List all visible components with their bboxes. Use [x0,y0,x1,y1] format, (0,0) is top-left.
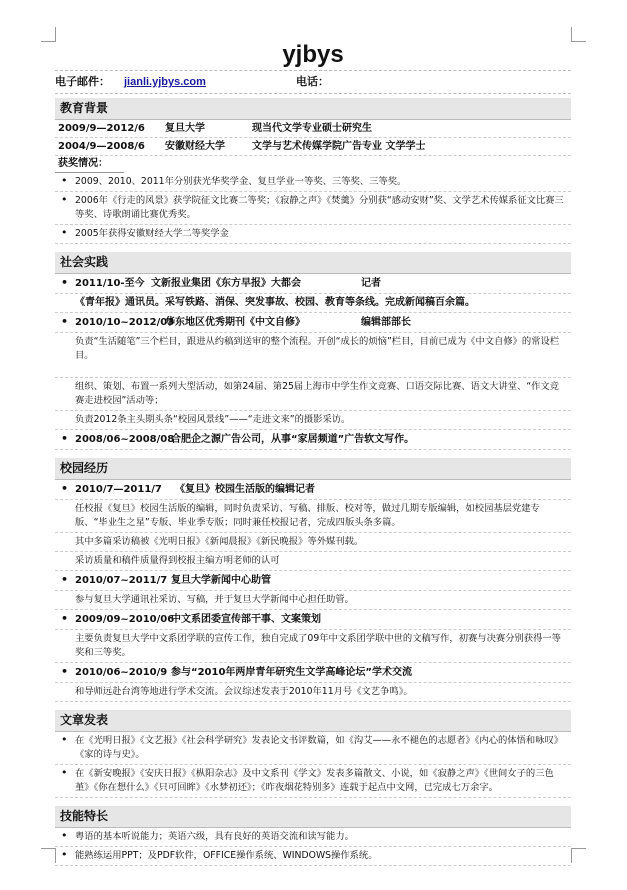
campus-detail: 主要负责复旦大学中文系团学联的宣传工作，独自完成了09年中文系团学联中世的文稿写作，初赛与决赛分别获得一等奖和三等奖。 [55,630,571,663]
social-list [55,313,571,333]
campus-list [55,480,571,500]
education-row [55,120,571,138]
publications-list [55,732,571,798]
awards-list [55,173,571,244]
social-detail: 负责2012条主头期头条“校园风景线”——“走进文来”的摄影采访。 [55,411,571,430]
email-link[interactable]: jianli.yjbys.com [124,76,206,88]
social-date: • 2008/06~2008/08 [75,434,175,445]
campus-list [55,663,571,683]
campus-detail: 和导师远赴台湾等地进行学术交流。会议综述发表于2010年11月号《文艺争鸣》。 [55,683,571,702]
resume-name: yjbys [282,41,344,68]
social-list [55,274,571,294]
award-item: • 2005年获得安徽财经大学二等奖学金 [55,225,571,244]
campus-detail: 任校报《复旦》校园生活版的编辑，同时负责采访、写稿、排版、校对等，做过几期专版编辑，如校园基层党建专版、“毕业生之星”专版、毕业季专版；同时兼任校报记者，完成四版头条多篇。 [55,500,571,533]
social-org: 华东地区优秀期刊《中文自修》 [165,317,305,328]
social-role: 记者 [361,278,381,289]
award-item: • 2009、2010、2011年分别获光华奖学金、复旦学业一等奖、三等奖、三等奖。 [55,173,571,192]
campus-item-header [55,480,571,500]
social-org: 合肥企之源广告公司，从事“家居频道”广告软文写作。 [171,434,415,445]
campus-date: • 2010/07~2011/7 [75,575,168,586]
phone-label: 电话： [296,75,329,88]
contact-row [55,70,571,94]
awards-label: 获奖情况： [55,156,124,173]
award-item: • 2006年《行走的风景》获学院征文比赛二等奖；《寂静之声》《焚羹》分别获“感动安财”奖、文学艺术传媒系征文比赛三等奖、诗歌朗诵比赛优秀奖。 [55,192,571,225]
social-detail: 组织、策划、布置一系列大型活动，如第24届、第25届上海市中学生作文竞赛、口语交际比赛、语文大讲堂、“作文竞赛走进校园”活动等； [55,378,571,411]
education-date: 2004/9—2008/6 [58,141,145,152]
social-item-header [55,313,571,333]
skills-list [55,828,571,866]
social-date: • 2011/10-至今 [75,278,145,289]
campus-date: • 2010/7—2011/7 [75,484,162,495]
campus-item-header [55,610,571,630]
campus-date: • 2009/09~2010/06 [75,614,175,625]
social-role: 编辑部部长 [361,317,411,328]
education-row [55,138,571,156]
email-label: 电子邮件： [55,75,110,88]
crop-mark-bottom-right [571,848,586,863]
social-list [55,430,571,450]
education-major: 现当代文学专业硕士研究生 [252,123,372,134]
campus-org: 中文系团委宣传部干事、文案策划 [171,614,321,625]
social-detail: 《青年报》通讯员。采写铁路、消保、突发事故、校园、教育等条线。完成新闻稿百余篇。 [55,294,571,313]
publication-item: • 在《新安晚报》《安庆日报》《枞阳杂志》及中文系刊《学文》发表多篇散文、小说，如《寂静之声》《世间女子的三色堇》《你在想什么》《只可回眸》《水梦初还》；《昨夜烟花特别多》连载于起点中文网，已完成七万余字。 [55,765,571,798]
crop-mark-top-right [571,27,586,42]
campus-item-header [55,571,571,591]
skill-item: • 能熟练运用PPT；及PDF软件，OFFICE操作系统、WINDOWS操作系统。 [55,847,571,866]
campus-org: 参与“2010年两岸青年研究生文学高峰论坛”学术交流 [171,667,412,678]
social-date: • 2010/10~2012/03 [75,317,175,328]
section-social-title: 社会实践 [55,252,571,274]
campus-detail: 参与复旦大学通讯社采访、写稿，并于复旦大学新闻中心担任助管。 [55,591,571,610]
education-school: 复旦大学 [165,123,205,134]
crop-mark-bottom-left [41,848,56,863]
publication-item: • 在《光明日报》《文艺报》《社会科学研究》发表论文书评数篇，如《沟艾——永不褪色的志愿者》《内心的体悟和咏叹》《家的诗与史》。 [55,732,571,765]
section-skills-title: 技能特长 [55,806,571,828]
skill-item: • 粤语的基本听说能力；英语六级，具有良好的英语交流和读写能力。 [55,828,571,847]
social-detail: 负责“生活随笔”三个栏目，跟进从约稿到送审的整个流程。开创“成长的烦恼”栏目，目前已成为《中文自修》的常设栏目。 [55,333,571,378]
resume-document [55,40,571,866]
social-org: 文新报业集团《东方早报》大都会 [151,278,301,289]
section-campus-title: 校园经历 [55,458,571,480]
campus-list [55,610,571,630]
education-major: 文学与艺术传媒学院广告专业 文学学士 [252,141,426,152]
section-publications-title: 文章发表 [55,710,571,732]
education-date: 2009/9—2012/6 [58,123,145,134]
campus-list [55,571,571,591]
campus-date: • 2010/06~2010/9 [75,667,168,678]
campus-detail: 其中多篇采访稿被《光明日报》《新闻晨报》《新民晚报》等外媒刊载。 [55,533,571,552]
campus-org: 《复旦》校园生活版的编辑记者 [175,484,315,495]
campus-item-header [55,663,571,683]
campus-detail: 采访质量和稿件质量得到校报主编方明老师的认可 [55,552,571,571]
social-item-header [55,430,571,450]
campus-org: 复旦大学新闻中心助管 [171,575,271,586]
section-education-title: 教育背景 [55,98,571,120]
social-item-header [55,274,571,294]
education-school: 安徽财经大学 [165,141,225,152]
crop-mark-top-left [41,27,56,42]
